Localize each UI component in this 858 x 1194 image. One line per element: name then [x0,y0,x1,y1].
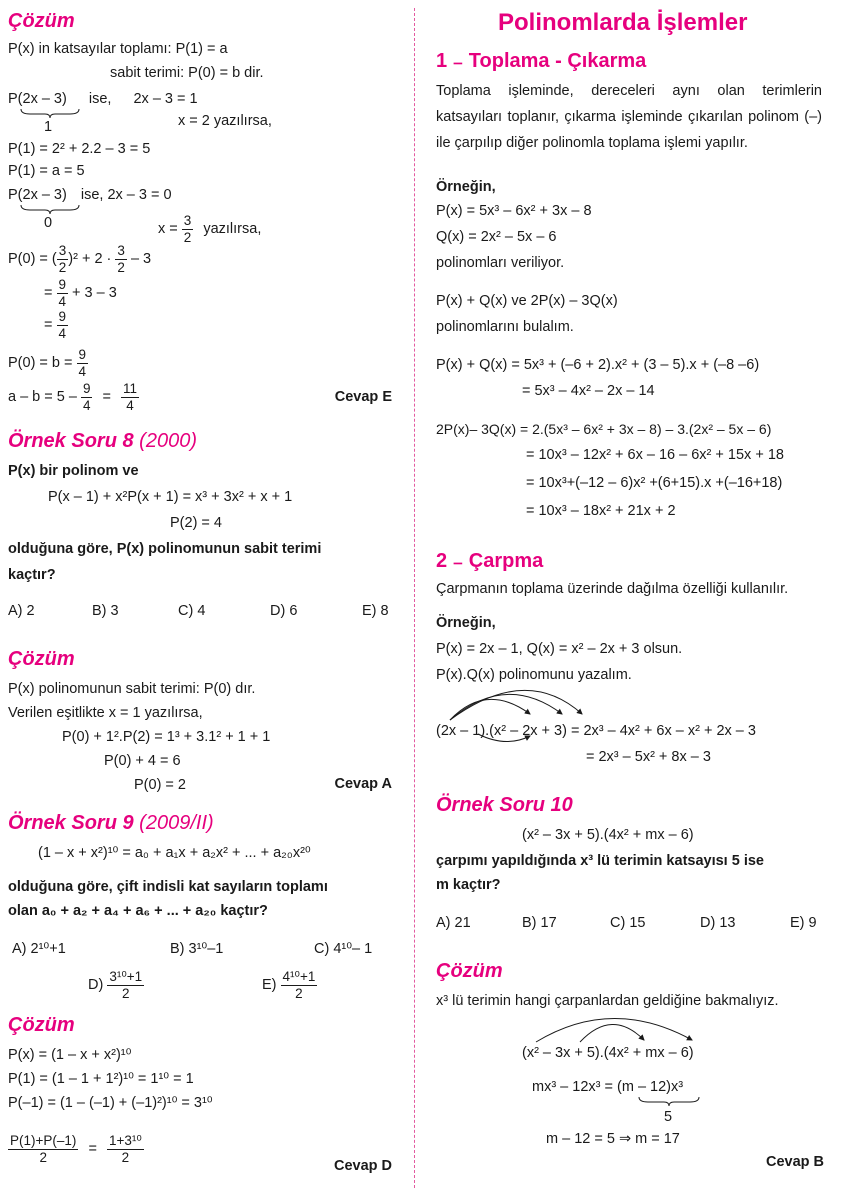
fraction: $\frac{9}{4}$ [82,380,91,413]
question-text: olduğuna göre, P(x) polinomunun sabit terimi [8,541,322,557]
math-line: P(1) = (1 – 1 + 1²)¹⁰ = 1¹⁰ = 1 [8,1071,194,1087]
math-line: $\frac{P(1)+P(-1)}{2}$ = $\frac{\text{1+3¹⁰}}{2}$ [10,1132,142,1165]
solution-heading: Çözüm [8,648,75,670]
math-line: P(–1) = (1 – (–1) + (–1)²)¹⁰ = 3¹⁰ [8,1095,213,1111]
math-line: P(0) = ( $\frac{3}{2}$ )² + 2 · $\frac{3}{2}$ – 3 [8,242,152,275]
answer-label: Cevap A [334,776,392,792]
math-line: a – b = 5 – $\frac{9}{4}$ = $\frac{11}{4}$ [8,380,138,413]
text-line: P(x) in katsayılar toplamı: P(1) = a [8,41,228,57]
math-line: m – 12 = 5 ⇒ m = 17 [546,1131,680,1147]
fraction: $\frac{9}{4}$ [58,308,67,341]
right-column [436,0,828,1194]
math-line: P(x) = 5x³ – 6x² + 3x – 8 [436,203,592,219]
fraction: $\frac{9}{4}$ [78,346,87,379]
question-text: m kaçtır? [436,877,501,893]
paragraph: Toplama işleminde, dereceleri aynı olan terimlerin katsayıları toplanır, çıkarma işleminde çıkarılan polinom (–) ile çarpılıp diğer polinomla toplama işlemi yapılır. [436,83,822,151]
text-line: Verilen eşitlikte x = 1 yazılırsa, [8,705,203,721]
brace-value: 0 [44,215,53,231]
answer-option[interactable]: B) 17 [522,915,557,931]
math-line: P(1) = 2² + 2.2 – 3 = 5 [8,141,151,157]
underbrace-icon [638,1096,700,1106]
text-line: polinomlarını bulalım. [436,319,574,335]
math-line: (x² – 3x + 5).(4x² + mx – 6) [522,1045,694,1061]
math-line: = 10x³+(–12 – 6)x² +(6+15).x +(–16+18) [526,475,783,491]
math-line: P(0) = 2 [134,777,186,793]
fraction: $\frac{3}{2}$ [58,242,67,275]
answer-label: Cevap B [765,1154,824,1170]
math-line: P(x – 1) + x²P(x + 1) = x³ + 3x² + x + 1 [48,489,293,505]
math-line: = $\frac{9}{4}$ + 3 – 3 [44,276,117,309]
answer-option[interactable]: C) 4 [178,603,206,619]
underbrace-icon [20,108,80,118]
math-line: Q(x) = 2x² – 5x – 6 [436,229,557,245]
question-heading: Örnek Soru 10 [436,794,573,816]
fraction: $\frac{\text{3¹⁰+1}}{2}$ [109,968,143,1001]
text-line: x³ lü terimin hangi çarpanlardan geldiğine bakmalıyız. [436,993,779,1009]
answer-option[interactable]: D) $\frac{\text{3¹⁰+1}}{2}$ [88,968,143,1001]
brace-value: 5 [664,1109,673,1125]
answer-option[interactable]: E) 8 [362,603,389,619]
solution-heading: Çözüm [8,1014,75,1036]
math-line: x = 2 yazılırsa, [178,113,272,129]
question-text: çarpımı yapıldığında x³ lü terimin katsayısı 5 ise [436,853,764,869]
brace-value: 1 [44,119,53,135]
example-label: Örneğin, [436,615,496,631]
math-line: P(2x – 3) ise, 2x – 3 = 0 [8,187,172,203]
text-line: sabit terimi: P(0) = b dir. [110,65,264,81]
math-line: P(0) = b = $\frac{9}{4}$ [8,346,87,379]
math-line: 2P(x)– 3Q(x) = 2.(5x³ – 6x² + 3x – 8) – 3.(2x² – 5x – 6) [436,421,772,437]
text-line: P(x) polinomunun sabit terimi: P(0) dır. [8,681,256,697]
solution-heading: Çözüm [8,10,75,32]
fraction: $\frac{11}{4}$ [123,380,138,413]
fraction: $\frac{3}{2}$ [117,242,125,275]
math-line: mx³ – 12x³ = (m – 12)x³ [532,1079,684,1095]
left-column [8,0,396,1194]
math-line: P(2) = 4 [170,515,222,531]
math-line: = 10x³ – 18x² + 21x + 2 [526,503,676,519]
answer-option[interactable]: E) $\frac{\text{4¹⁰+1}}{2}$ [262,968,316,1001]
math-line: P(1) = a = 5 [8,163,85,179]
fraction: $\frac{9}{4}$ [58,276,67,309]
fraction: $\frac{P(1)+P(-1)}{2}$ [10,1132,77,1165]
column-divider [414,8,415,1188]
section-heading: 1 ₋ Toplama - Çıkarma [436,50,647,72]
math-line: P(x) = 2x – 1, Q(x) = x² – 2x + 3 olsun. [436,641,683,657]
term-arrows-icon [522,1012,752,1048]
math-line: (2x – 1).(x² – 2x + 3) = 2x³ – 4x² + 6x – x² + 2x – 3 [436,723,756,739]
fraction: $\frac{3}{2}$ [183,212,192,245]
answer-option[interactable]: A) 2¹⁰+1 [12,941,66,957]
math-line: (1 – x + x²)¹⁰ = a₀ + a₁x + a₂x² + ... + a₂₀x²⁰ [38,845,311,861]
question-heading: Örnek Soru 8 (2000) [8,430,197,452]
math-line: P(0) + 4 = 6 [104,753,181,769]
math-line: = $\frac{9}{4}$ [44,308,67,341]
answer-option[interactable]: A) 21 [436,915,471,931]
answer-label: Cevap E [334,389,392,405]
answer-option[interactable]: C) 4¹⁰– 1 [314,941,373,957]
math-line: x = $\frac{3}{2}$ yazılırsa, [158,212,262,245]
underbrace-icon [20,204,80,214]
answer-option[interactable]: A) 2 [8,603,35,619]
section-heading: 2 ₋ Çarpma [436,550,544,572]
answer-option[interactable]: D) 6 [270,603,298,619]
question-text: P(x) bir polinom ve [8,463,139,479]
example-label: Örneğin, [436,179,496,195]
fraction: $\frac{\text{1+3¹⁰}}{2}$ [108,1132,142,1165]
answer-option[interactable]: D) 13 [700,915,736,931]
solution-heading: Çözüm [436,960,503,982]
text-line: polinomları veriliyor. [436,255,565,271]
fraction: $\frac{\text{4¹⁰+1}}{2}$ [282,968,316,1001]
math-line: P(x) + Q(x) ve 2P(x) – 3Q(x) [436,293,618,309]
paragraph: Çarpmanın toplama üzerinde dağılma özelliği kullanılır. [436,581,789,597]
answer-option[interactable]: B) 3¹⁰–1 [170,941,224,957]
answer-option[interactable]: B) 3 [92,603,119,619]
question-heading: Örnek Soru 9 (2009/II) [8,812,214,834]
question-text: olan a₀ + a₂ + a₄ + a₆ + ... + a₂₀ kaçtır? [8,903,268,919]
math-line: = 10x³ – 12x² + 6x – 16 – 6x² + 15x + 18 [526,447,784,463]
math-line: = 5x³ – 4x² – 2x – 14 [522,383,655,399]
text-line: P(x).Q(x) polinomunu yazalım. [436,667,632,683]
math-line: P(x) + Q(x) = 5x³ + (–6 + 2).x² + (3 – 5).x + (–8 –6) [436,357,760,373]
math-line: = 2x³ – 5x² + 8x – 3 [586,749,711,765]
answer-label: Cevap D [333,1158,392,1174]
answer-option[interactable]: C) 15 [610,915,646,931]
question-text: kaçtır? [8,567,56,583]
math-line: P(2x – 3) ise, 2x – 3 = 1 [8,91,198,107]
page-title: Polinomlarda İşlemler [498,9,748,36]
math-line: (x² – 3x + 5).(4x² + mx – 6) [522,827,694,843]
math-line: P(x) = (1 – x + x²)¹⁰ [8,1047,132,1063]
answer-option[interactable]: E) 9 [790,915,817,931]
math-line: P(0) + 1².P(2) = 1³ + 3.1² + 1 + 1 [62,729,271,745]
question-text: olduğuna göre, çift indisli kat sayıların toplamı [8,879,328,895]
